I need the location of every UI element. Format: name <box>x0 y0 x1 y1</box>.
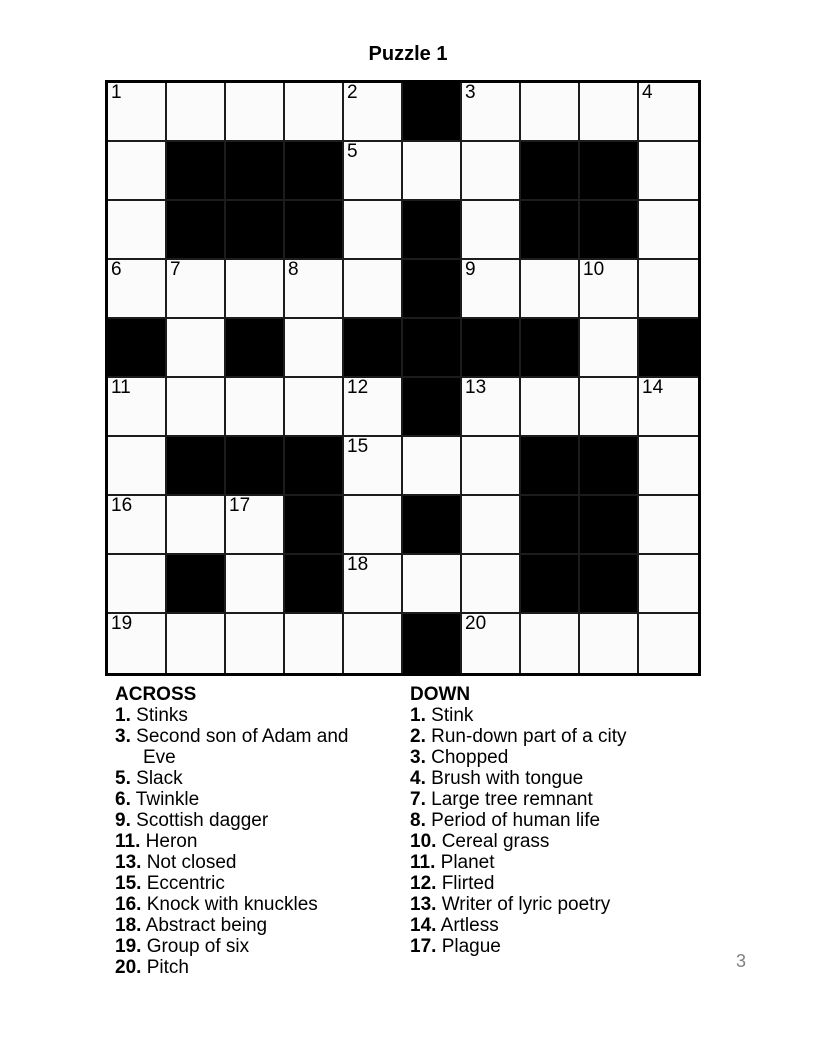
clue-text: Writer of lyric poetry <box>441 894 611 915</box>
clue-number: 5. <box>115 768 131 789</box>
cell-number: 13 <box>465 377 487 398</box>
cell-number: 3 <box>465 82 476 103</box>
clue-number: 8. <box>410 810 426 831</box>
grid-cell <box>462 437 521 496</box>
clue-item <box>410 768 715 789</box>
grid-cell-black <box>226 142 285 201</box>
clue-text: Plague <box>441 936 501 957</box>
grid-cell-black <box>580 496 639 555</box>
grid-cell-black <box>403 614 462 673</box>
cell-number: 16 <box>111 495 133 516</box>
clue-text: Group of six <box>146 936 250 957</box>
clue-number: 11. <box>115 831 141 852</box>
grid-cell <box>462 201 521 260</box>
grid-cell-black <box>167 142 226 201</box>
grid-cell <box>167 614 226 673</box>
cell-number: 19 <box>111 613 133 634</box>
clue-number: 2. <box>410 726 426 747</box>
clue-item <box>410 873 715 894</box>
clue-number: 13. <box>410 894 437 915</box>
clue-number: 10. <box>410 831 437 852</box>
grid-cell <box>167 319 226 378</box>
clue-item <box>410 726 715 747</box>
clue-number: 7. <box>410 789 426 810</box>
grid-cell <box>462 378 521 437</box>
grid-cell <box>639 142 698 201</box>
clue-text: Stinks <box>136 705 188 726</box>
grid-cell <box>285 378 344 437</box>
grid-cell <box>108 378 167 437</box>
grid-cell <box>521 83 580 142</box>
grid-cell <box>108 555 167 614</box>
grid-cell-black <box>580 437 639 496</box>
clue-text: Eccentric <box>146 873 225 894</box>
grid-cell <box>167 83 226 142</box>
grid-cell-black <box>521 555 580 614</box>
grid-cell <box>403 437 462 496</box>
clue-item <box>115 852 367 873</box>
clue-number: 6. <box>115 789 131 810</box>
grid-cell-black <box>403 496 462 555</box>
grid-cell <box>226 378 285 437</box>
grid-cell <box>344 555 403 614</box>
grid-cell-black <box>167 437 226 496</box>
grid-cell <box>521 614 580 673</box>
grid-cell <box>108 437 167 496</box>
clue-item <box>115 915 367 936</box>
grid-cell-black <box>344 319 403 378</box>
grid-cell <box>344 437 403 496</box>
grid-cell-black <box>521 142 580 201</box>
grid-cell-black <box>167 555 226 614</box>
grid-cell-black <box>639 319 698 378</box>
grid-cell-black <box>226 319 285 378</box>
grid-cell <box>580 378 639 437</box>
clue-text: Large tree remnant <box>431 789 593 810</box>
clue-number: 11. <box>410 852 436 873</box>
clue-item <box>410 852 715 873</box>
grid-cell <box>639 83 698 142</box>
clue-number: 3. <box>115 726 131 747</box>
clue-number: 16. <box>115 894 142 915</box>
grid-cell <box>344 83 403 142</box>
grid-cell-black <box>167 201 226 260</box>
grid-cell <box>639 201 698 260</box>
grid-cell <box>639 614 698 673</box>
clue-text: Chopped <box>431 747 509 768</box>
grid-cell-black <box>462 319 521 378</box>
clue-item <box>115 768 367 789</box>
grid-cell <box>403 142 462 201</box>
clue-number: 3. <box>410 747 426 768</box>
down-clues-section <box>410 684 715 957</box>
clue-item <box>115 705 367 726</box>
clue-item <box>115 894 367 915</box>
clue-item <box>115 726 367 768</box>
grid-cell <box>580 614 639 673</box>
clue-text: Twinkle <box>135 789 200 810</box>
grid-cell <box>108 201 167 260</box>
grid-cell <box>639 437 698 496</box>
grid-cell <box>226 496 285 555</box>
clue-text: Planet <box>440 852 495 873</box>
grid-cell-black <box>403 83 462 142</box>
grid-cell-black <box>521 319 580 378</box>
grid-cell-black <box>580 201 639 260</box>
clue-text: Slack <box>136 768 183 789</box>
grid-cell <box>285 260 344 319</box>
grid-cell-black <box>521 437 580 496</box>
grid-cell <box>167 496 226 555</box>
grid-cell <box>462 496 521 555</box>
across-clues-section <box>115 684 367 978</box>
grid-cell <box>344 201 403 260</box>
grid-cell-black <box>580 555 639 614</box>
grid-cell-black <box>403 201 462 260</box>
clue-item <box>410 831 715 852</box>
grid-cell <box>521 260 580 319</box>
grid-cell <box>344 614 403 673</box>
cell-number: 11 <box>111 377 131 398</box>
clue-number: 15. <box>115 873 142 894</box>
clue-text: Cereal grass <box>441 831 550 852</box>
cell-number: 5 <box>347 141 358 162</box>
clue-text: Not closed <box>146 852 237 873</box>
grid-cell <box>580 319 639 378</box>
clue-text: Artless <box>440 915 499 936</box>
page-number: 3 <box>736 951 747 971</box>
grid-cell <box>285 614 344 673</box>
clue-item <box>410 936 715 957</box>
clue-number: 4. <box>410 768 426 789</box>
clue-text: Brush with tongue <box>431 768 584 789</box>
clue-item <box>115 789 367 810</box>
cell-number: 12 <box>347 377 369 398</box>
clue-text: Run-down part of a city <box>431 726 627 747</box>
grid-cell <box>285 83 344 142</box>
cell-number: 1 <box>111 82 122 103</box>
clue-item <box>410 810 715 831</box>
grid-cell <box>462 555 521 614</box>
cell-number: 18 <box>347 554 369 575</box>
grid-cell-black <box>226 437 285 496</box>
down-clue-list <box>410 705 715 957</box>
grid-cell <box>462 142 521 201</box>
clue-number: 17. <box>410 936 437 957</box>
grid-cell <box>521 378 580 437</box>
grid-cell <box>403 555 462 614</box>
clue-text: Scottish dagger <box>136 810 269 831</box>
grid-cell <box>226 83 285 142</box>
grid-cell-black <box>521 496 580 555</box>
cell-number: 4 <box>642 82 653 103</box>
grid-cell <box>462 83 521 142</box>
grid-cell-black <box>580 142 639 201</box>
clue-number: 20. <box>115 957 142 978</box>
cell-number: 20 <box>465 613 487 634</box>
clue-number: 13. <box>115 852 142 873</box>
clue-item <box>410 705 715 726</box>
clue-text: Flirted <box>441 873 495 894</box>
grid-cell <box>580 83 639 142</box>
grid-cell-black <box>403 378 462 437</box>
clue-number: 14. <box>410 915 437 936</box>
grid-cell <box>344 260 403 319</box>
grid-cell <box>639 496 698 555</box>
crossword-grid <box>105 80 701 676</box>
grid-cell-black <box>285 437 344 496</box>
grid-cell-black <box>285 555 344 614</box>
grid-cell <box>167 378 226 437</box>
clue-number: 18. <box>115 915 142 936</box>
across-clue-list <box>115 705 367 978</box>
clue-text: Stink <box>431 705 474 726</box>
clue-text: Period of human life <box>431 810 601 831</box>
clue-item <box>115 810 367 831</box>
clue-text: Abstract being <box>145 915 268 936</box>
grid-cell <box>108 614 167 673</box>
grid-cell <box>108 496 167 555</box>
clue-item <box>115 831 367 852</box>
grid-cell-black <box>226 201 285 260</box>
grid-cell <box>108 83 167 142</box>
grid-cell <box>344 378 403 437</box>
cell-number: 15 <box>347 436 369 457</box>
down-heading: DOWN <box>410 684 471 705</box>
across-heading: ACROSS <box>115 684 197 705</box>
grid-cell <box>108 142 167 201</box>
clue-item <box>115 873 367 894</box>
clue-text: Heron <box>145 831 198 852</box>
grid-cell <box>285 319 344 378</box>
grid-cell-black <box>403 319 462 378</box>
clue-number: 9. <box>115 810 131 831</box>
cell-number: 10 <box>583 259 605 280</box>
cell-number: 8 <box>288 259 299 280</box>
grid-cell <box>226 614 285 673</box>
grid-cell <box>108 260 167 319</box>
grid-cell <box>580 260 639 319</box>
puzzle-title: Puzzle 1 <box>368 43 448 65</box>
cell-number: 2 <box>347 82 358 103</box>
clue-item <box>115 936 367 957</box>
grid-cell-black <box>521 201 580 260</box>
grid-cell-black <box>285 201 344 260</box>
grid-cell <box>226 260 285 319</box>
grid-cell <box>226 555 285 614</box>
grid-cell <box>639 555 698 614</box>
clue-text: Knock with knuckles <box>146 894 318 915</box>
clue-number: 19. <box>115 936 142 957</box>
grid-cell <box>167 260 226 319</box>
grid-cell <box>462 614 521 673</box>
clue-item <box>410 915 715 936</box>
clue-text: Pitch <box>146 957 189 978</box>
grid-cell-black <box>108 319 167 378</box>
clue-number: 12. <box>410 873 437 894</box>
grid-cell <box>344 142 403 201</box>
cell-number: 9 <box>465 259 476 280</box>
clue-text: Second son of Adam and Eve <box>136 726 349 768</box>
grid-cell-black <box>285 142 344 201</box>
grid-cell <box>344 496 403 555</box>
cell-number: 14 <box>642 377 664 398</box>
grid-cell <box>639 260 698 319</box>
clue-item <box>410 789 715 810</box>
clue-number: 1. <box>115 705 131 726</box>
clue-item <box>410 894 715 915</box>
grid-cell <box>462 260 521 319</box>
grid-cell-black <box>403 260 462 319</box>
cell-number: 7 <box>170 259 181 280</box>
grid-cell <box>639 378 698 437</box>
cell-number: 6 <box>111 259 122 280</box>
grid-cell-black <box>285 496 344 555</box>
clue-item <box>115 957 367 978</box>
clue-number: 1. <box>410 705 426 726</box>
clue-item <box>410 747 715 768</box>
cell-number: 17 <box>229 495 251 516</box>
